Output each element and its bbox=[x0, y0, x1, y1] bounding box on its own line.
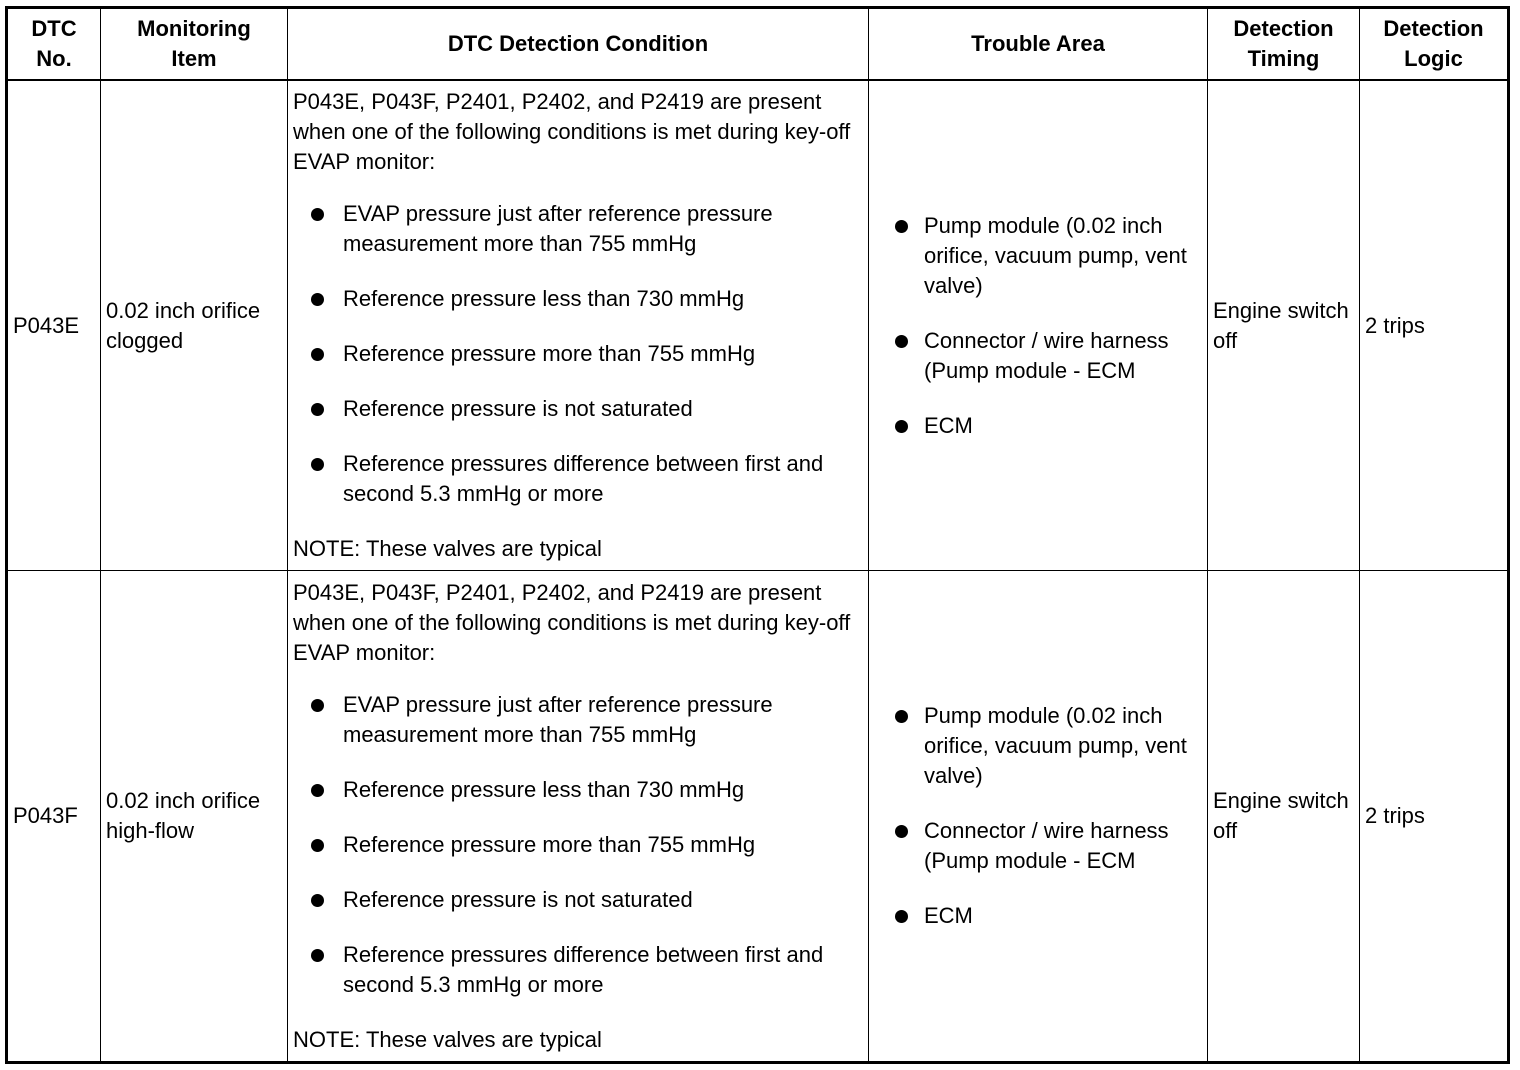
monitoring-item: 0.02 inch orifice high-flow bbox=[101, 571, 288, 1063]
list-item: Reference pressure less than 730 mmHg bbox=[293, 284, 863, 314]
detection-condition bbox=[288, 80, 869, 571]
list-item: Pump module (0.02 inch orifice, vacuum pump, vent valve) bbox=[874, 211, 1202, 301]
trouble-area bbox=[869, 571, 1208, 1063]
list-item: Reference pressure is not saturated bbox=[293, 885, 863, 915]
header-detection-logic: Detection Logic bbox=[1360, 8, 1509, 81]
condition-list bbox=[293, 199, 863, 509]
dtc-code: P043F bbox=[7, 571, 101, 1063]
list-item: Reference pressure more than 755 mmHg bbox=[293, 339, 863, 369]
condition-list bbox=[293, 690, 863, 1000]
condition-note: NOTE: These valves are typical bbox=[293, 536, 602, 562]
header-trouble-area: Trouble Area bbox=[869, 8, 1208, 81]
list-item: EVAP pressure just after reference pressure measurement more than 755 mmHg bbox=[293, 199, 863, 259]
list-item: Connector / wire harness (Pump module - ECM bbox=[874, 326, 1202, 386]
dtc-table bbox=[5, 6, 1510, 1064]
trouble-area bbox=[869, 80, 1208, 571]
list-item: Reference pressure more than 755 mmHg bbox=[293, 830, 863, 860]
condition-intro: P043E, P043F, P2401, P2402, and P2419 are present when one of the following conditions is met during key-off EVAP monitor: bbox=[293, 579, 851, 665]
list-item: Reference pressure less than 730 mmHg bbox=[293, 775, 863, 805]
header-row bbox=[7, 8, 1509, 81]
list-item: ECM bbox=[874, 411, 1202, 441]
detection-timing: Engine switch off bbox=[1208, 571, 1360, 1063]
condition-note: NOTE: These valves are typical bbox=[293, 1026, 602, 1052]
list-item: EVAP pressure just after reference pressure measurement more than 755 mmHg bbox=[293, 690, 863, 750]
list-item: Reference pressures difference between first and second 5.3 mmHg or more bbox=[293, 940, 863, 1000]
trouble-area-list bbox=[874, 701, 1202, 931]
dtc-code: P043E bbox=[7, 80, 101, 571]
header-detection-timing: Detection Timing bbox=[1208, 8, 1360, 81]
list-item: Pump module (0.02 inch orifice, vacuum pump, vent valve) bbox=[874, 701, 1202, 791]
list-item: ECM bbox=[874, 901, 1202, 931]
monitoring-item: 0.02 inch orifice clogged bbox=[101, 80, 288, 571]
header-detection-condition: DTC Detection Condition bbox=[288, 8, 869, 81]
header-dtc-no: DTC No. bbox=[7, 8, 101, 81]
list-item: Reference pressures difference between first and second 5.3 mmHg or more bbox=[293, 449, 863, 509]
detection-condition bbox=[288, 571, 869, 1063]
list-item: Connector / wire harness (Pump module - ECM bbox=[874, 816, 1202, 876]
detection-timing: Engine switch off bbox=[1208, 80, 1360, 571]
trouble-area-list bbox=[874, 211, 1202, 441]
table-row bbox=[7, 80, 1509, 571]
condition-intro: P043E, P043F, P2401, P2402, and P2419 are present when one of the following conditions is met during key-off EVAP monitor: bbox=[293, 89, 851, 175]
table-row bbox=[7, 571, 1509, 1063]
detection-logic: 2 trips bbox=[1360, 80, 1509, 571]
header-monitoring-item: Monitoring Item bbox=[101, 8, 288, 81]
list-item: Reference pressure is not saturated bbox=[293, 394, 863, 424]
detection-logic: 2 trips bbox=[1360, 571, 1509, 1063]
